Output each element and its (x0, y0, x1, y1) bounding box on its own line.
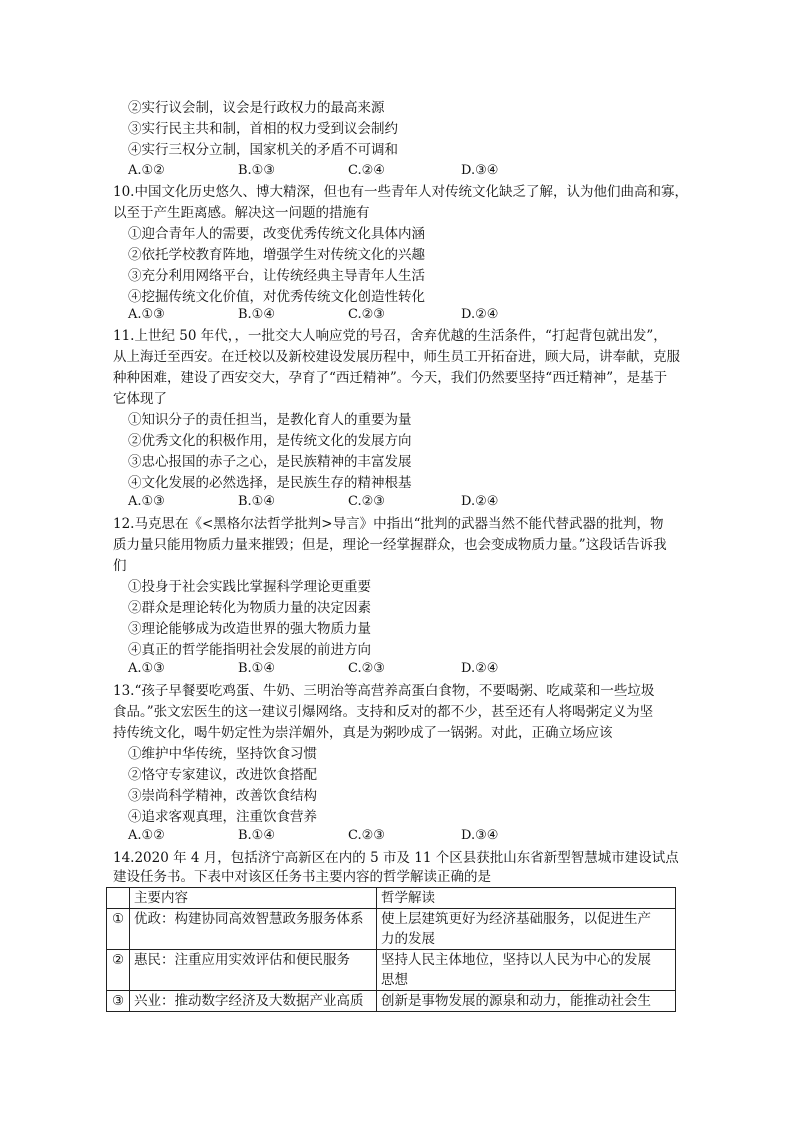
choice-b[interactable]: B.①④ (238, 828, 275, 843)
q11-stem-line: 它体现了 (113, 391, 167, 407)
q12-option: ②群众是理论转化为物质力量的决定因素 (128, 600, 371, 616)
q14-table (106, 887, 676, 1012)
q13-stem-line: 持传统文化，喝牛奶定性为崇洋媚外，真是为粥吵成了一锅粥。对此，正确立场应该 (113, 725, 613, 741)
q10-stem-line: 以至于产生距离感。解决这一问题的措施有 (113, 205, 370, 221)
interp-line: 创新是事物发展的源泉和动力，能推动社会生 (381, 993, 651, 1009)
table-row (107, 950, 676, 991)
q12-option: ④真正的哲学能指明社会发展的前进方向 (128, 642, 371, 658)
choice-c[interactable]: C.②④ (348, 163, 385, 178)
row-number: ③ (107, 991, 130, 1012)
q10-option: ④挖掘传统文化价值，对优秀传统文化创造性转化 (128, 289, 425, 305)
q14-stem-line: 建设任务书。下表中对该区任务书主要内容的哲学解读正确的是 (113, 869, 491, 885)
choice-c[interactable]: C.②③ (348, 307, 385, 322)
table-row (107, 909, 676, 950)
interp-line: 坚持人民主体地位，坚持以人民为中心的发展 (381, 952, 651, 968)
row-interpretation (377, 950, 676, 991)
choice-a[interactable]: A.①② (128, 828, 165, 843)
row-interpretation (377, 991, 676, 1012)
choice-d[interactable]: D.②④ (461, 661, 499, 676)
choice-b[interactable]: B.①④ (238, 494, 275, 509)
choice-b[interactable]: B.①④ (238, 661, 275, 676)
interp-line: 思想 (381, 972, 408, 988)
q10-option: ①迎合青年人的需要，改变优秀传统文化具体内涵 (128, 226, 425, 242)
choice-c[interactable]: C.②③ (348, 494, 385, 509)
table-header-row (107, 888, 676, 909)
interp-line: 使上层建筑更好为经济基础服务，以促进生产 (381, 911, 651, 927)
q11-option: ①知识分子的责任担当，是教化育人的重要为量 (128, 412, 412, 428)
row-content: 惠民：注重应用实效评估和便民服务 (130, 950, 377, 991)
q13-option: ③崇尚科学精神，改善饮食结构 (128, 788, 317, 804)
q11-stem-line: 种种困难，建设了西安交大，孕育了“西迁精神”。今天，我们仍然要坚持“西迁精神”，是基于 (113, 370, 668, 386)
q10-option: ②依托学校教育阵地，增强学生对传统文化的兴趣 (128, 247, 425, 263)
row-number: ① (107, 909, 130, 950)
choice-c[interactable]: C.②③ (348, 828, 385, 843)
q9-option-4: ④实行三权分立制，国家机关的矛盾不可调和 (128, 142, 398, 158)
q13-stem-line: 13.“孩子早餐要吃鸡蛋、牛奶、三明治等高营养高蛋白食物，不要喝粥、吃咸菜和一些垃圾 (113, 683, 655, 699)
q13-option: ②恪守专家建议，改进饮食搭配 (128, 767, 317, 783)
q11-stem-line: 从上海迁至西安。在迁校以及新校建设发展历程中，师生员工开拓奋进，顾大局，讲奉献，克服 (113, 349, 680, 365)
table-header-cell (107, 888, 130, 909)
choice-b[interactable]: B.①④ (238, 307, 275, 322)
interp-line: 力的发展 (381, 931, 435, 947)
q12-option: ③理论能够成为改造世界的强大物质力量 (128, 621, 371, 637)
row-interpretation (377, 909, 676, 950)
q11-option: ③忠心报国的赤子之心，是民族精神的丰富发展 (128, 454, 412, 470)
q13-stem-line: 食品。”张文宏医生的这一建议引爆网络。支持和反对的都不少，甚至还有人将喝粥定义为坚 (113, 704, 654, 720)
q11-option: ②优秀文化的积极作用，是传统文化的发展方向 (128, 433, 412, 449)
row-content: 优政：构建协同高效智慧政务服务体系 (130, 909, 377, 950)
choice-d[interactable]: D.②④ (461, 307, 499, 322)
q10-option: ③充分利用网络平台，让传统经典主导青年人生活 (128, 268, 425, 284)
choice-a[interactable]: A.①② (128, 163, 165, 178)
q9-option-3: ③实行民主共和制，首相的权力受到议会制约 (128, 121, 398, 137)
table-header-cell: 哲学解读 (377, 888, 676, 909)
row-number: ② (107, 950, 130, 991)
q11-option: ④文化发展的必然选择，是民族生存的精神根基 (128, 475, 412, 491)
q10-stem-line: 10.中国文化历史悠久、博大精深，但也有一些青年人对传统文化缺乏了解，认为他们曲高和寡， (113, 184, 688, 200)
choice-a[interactable]: A.①③ (128, 494, 165, 509)
q12-stem-line: 们 (113, 558, 127, 574)
choice-b[interactable]: B.①③ (238, 163, 275, 178)
choice-d[interactable]: D.③④ (461, 163, 499, 178)
choice-d[interactable]: D.②④ (461, 494, 499, 509)
q13-option: ④追求客观真理，注重饮食营养 (128, 809, 317, 825)
q9-option-2: ②实行议会制，议会是行政权力的最高来源 (128, 100, 385, 116)
choice-d[interactable]: D.③④ (461, 828, 499, 843)
choice-a[interactable]: A.①③ (128, 661, 165, 676)
choice-a[interactable]: A.①③ (128, 307, 165, 322)
choice-c[interactable]: C.②③ (348, 661, 385, 676)
table-row (107, 991, 676, 1012)
q14-stem-line: 14.2020 年 4 月，包括济宁高新区在内的 5 市及 11 个区县获批山东省新型智慧城市建设试点 (113, 850, 679, 866)
q12-option: ①投身于社会实践比掌握科学理论更重要 (128, 579, 371, 595)
q12-stem-line: 质力量只能用物质力量来摧毁；但是，理论一经掌握群众，也会变成物质力量。”这段话告诉我 (113, 537, 667, 553)
row-content: 兴业：推动数字经济及大数据产业高质 (130, 991, 377, 1012)
q12-stem-line: 12.马克思在《<黑格尔法哲学批判>导言》中指出“批判的武器当然不能代替武器的批判，物 (113, 516, 664, 532)
table-header-cell: 主要内容 (130, 888, 377, 909)
q11-stem-line: 11.上世纪 50 年代，，一批交大人响应党的号召，舍弃优越的生活条件，“打起背包就出发”， (113, 328, 667, 344)
q13-option: ①维护中华传统，坚持饮食习惯 (128, 746, 317, 762)
